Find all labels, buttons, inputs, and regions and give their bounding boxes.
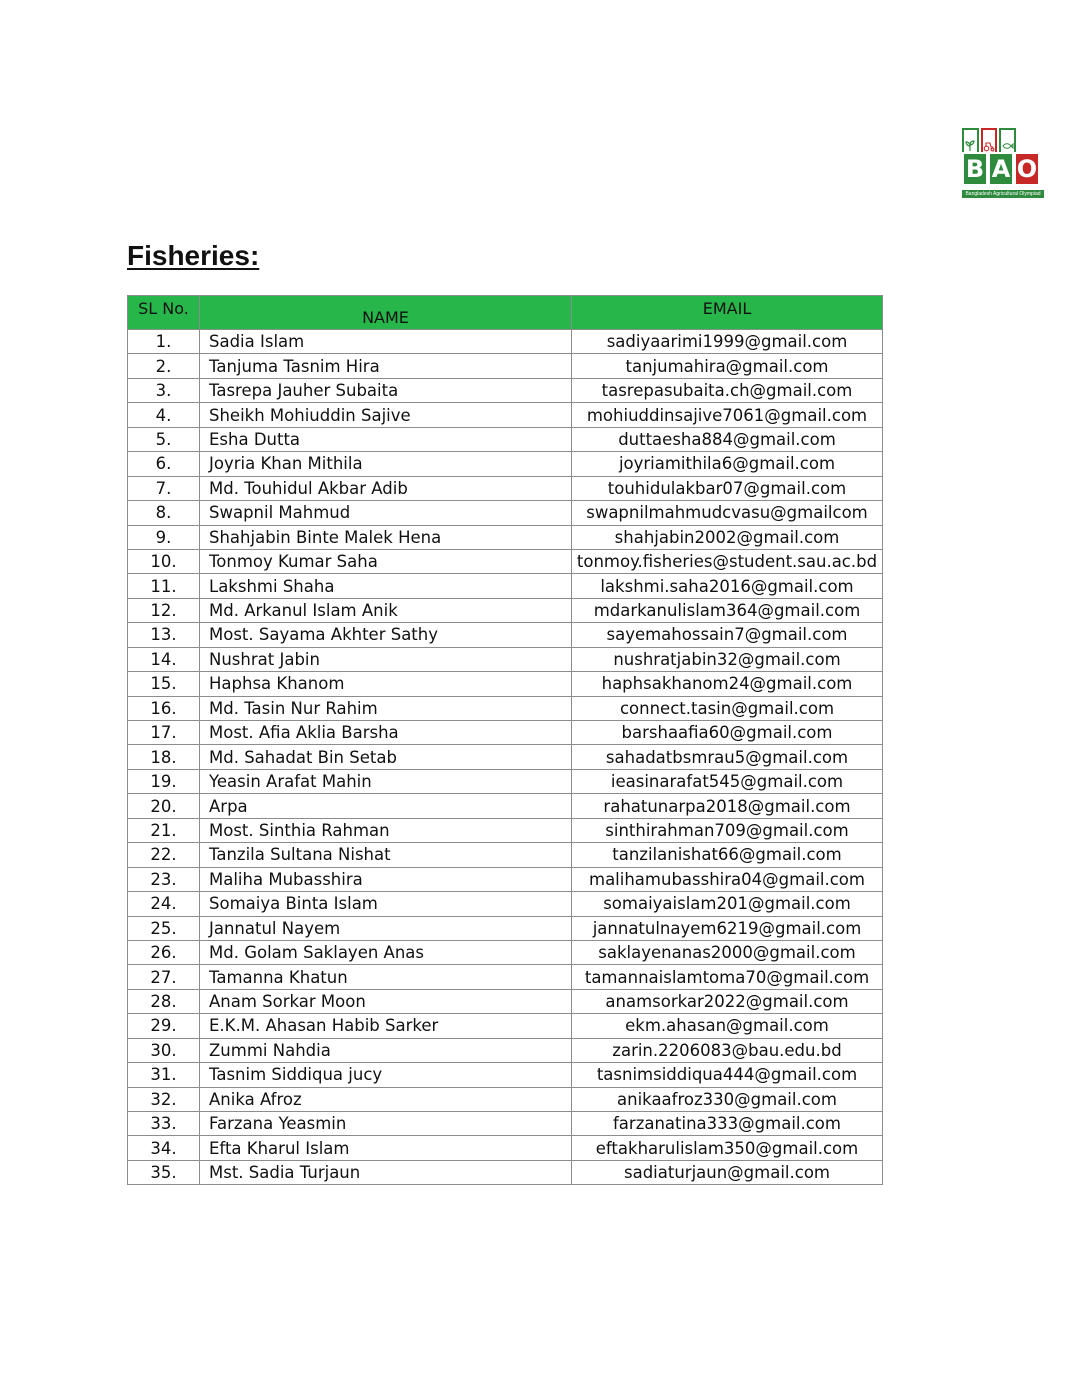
logo-letter-a: A xyxy=(988,152,1014,186)
logo-letter-o: O xyxy=(1014,152,1040,186)
table-row xyxy=(128,672,883,696)
name-cell: Md. Golam Saklayen Anas xyxy=(200,940,572,964)
logo-letter-b: B xyxy=(962,152,988,186)
sl-cell: 12. xyxy=(128,598,200,622)
table-row xyxy=(128,721,883,745)
sl-cell: 1. xyxy=(128,330,200,354)
sl-cell: 29. xyxy=(128,1014,200,1038)
email-cell: malihamubasshira04@gmail.com xyxy=(572,867,883,891)
table-row xyxy=(128,989,883,1013)
sl-cell: 14. xyxy=(128,647,200,671)
name-cell: Tasnim Siddiqua jucy xyxy=(200,1063,572,1087)
participants-table xyxy=(127,295,883,1185)
sl-cell: 33. xyxy=(128,1112,200,1136)
sl-cell: 32. xyxy=(128,1087,200,1111)
name-cell: Zummi Nahdia xyxy=(200,1038,572,1062)
email-cell: duttaesha884@gmail.com xyxy=(572,427,883,451)
table-row xyxy=(128,769,883,793)
sl-cell: 2. xyxy=(128,354,200,378)
table-row xyxy=(128,843,883,867)
email-cell: farzanatina333@gmail.com xyxy=(572,1112,883,1136)
email-cell: saklayenanas2000@gmail.com xyxy=(572,940,883,964)
table-row xyxy=(128,965,883,989)
table-row xyxy=(128,1014,883,1038)
sl-cell: 7. xyxy=(128,476,200,500)
name-cell: Most. Sayama Akhter Sathy xyxy=(200,623,572,647)
table-row xyxy=(128,354,883,378)
table-row xyxy=(128,1136,883,1160)
sl-cell: 6. xyxy=(128,452,200,476)
name-cell: Somaiya Binta Islam xyxy=(200,892,572,916)
name-cell: Tanzila Sultana Nishat xyxy=(200,843,572,867)
email-cell: tonmoy.fisheries@student.sau.ac.bd xyxy=(572,549,883,573)
sl-cell: 20. xyxy=(128,794,200,818)
email-cell: shahjabin2002@gmail.com xyxy=(572,525,883,549)
email-cell: lakshmi.saha2016@gmail.com xyxy=(572,574,883,598)
sl-cell: 22. xyxy=(128,843,200,867)
table-row xyxy=(128,623,883,647)
table-row xyxy=(128,501,883,525)
name-cell: Tasrepa Jauher Subaita xyxy=(200,378,572,402)
sl-cell: 13. xyxy=(128,623,200,647)
email-cell: zarin.2206083@bau.edu.bd xyxy=(572,1038,883,1062)
email-cell: jannatulnayem6219@gmail.com xyxy=(572,916,883,940)
email-cell: anamsorkar2022@gmail.com xyxy=(572,989,883,1013)
column-header-email: EMAIL xyxy=(572,296,883,330)
table-row xyxy=(128,476,883,500)
table-row xyxy=(128,574,883,598)
email-cell: eftakharulislam350@gmail.com xyxy=(572,1136,883,1160)
email-cell: sayemahossain7@gmail.com xyxy=(572,623,883,647)
email-cell: barshaafia60@gmail.com xyxy=(572,721,883,745)
table-row xyxy=(128,452,883,476)
table-row xyxy=(128,1112,883,1136)
sl-cell: 24. xyxy=(128,892,200,916)
sl-cell: 27. xyxy=(128,965,200,989)
sl-cell: 18. xyxy=(128,745,200,769)
email-cell: swapnilmahmudcvasu@gmailcom xyxy=(572,501,883,525)
email-cell: sadiyaarimi1999@gmail.com xyxy=(572,330,883,354)
sl-cell: 15. xyxy=(128,672,200,696)
name-cell: Sadia Islam xyxy=(200,330,572,354)
name-cell: Efta Kharul Islam xyxy=(200,1136,572,1160)
table-row xyxy=(128,549,883,573)
email-cell: haphsakhanom24@gmail.com xyxy=(572,672,883,696)
sl-cell: 26. xyxy=(128,940,200,964)
table-row xyxy=(128,745,883,769)
sl-cell: 11. xyxy=(128,574,200,598)
sl-cell: 21. xyxy=(128,818,200,842)
name-cell: Most. Afia Aklia Barsha xyxy=(200,721,572,745)
page-title: Fisheries: xyxy=(127,240,260,271)
email-cell: mdarkanulislam364@gmail.com xyxy=(572,598,883,622)
email-cell: tasrepasubaita.ch@gmail.com xyxy=(572,378,883,402)
email-cell: tasnimsiddiqua444@gmail.com xyxy=(572,1063,883,1087)
table-header-row xyxy=(128,296,883,330)
table-row xyxy=(128,378,883,402)
bao-logo xyxy=(962,128,1044,202)
column-header-name: NAME xyxy=(200,296,572,330)
name-cell: Farzana Yeasmin xyxy=(200,1112,572,1136)
sl-cell: 17. xyxy=(128,721,200,745)
name-cell: Anam Sorkar Moon xyxy=(200,989,572,1013)
logo-tagline: Bangladesh Agricultural Olympiad xyxy=(962,190,1044,198)
sl-cell: 25. xyxy=(128,916,200,940)
name-cell: Most. Sinthia Rahman xyxy=(200,818,572,842)
email-cell: joyriamithila6@gmail.com xyxy=(572,452,883,476)
email-cell: ieasinarafat545@gmail.com xyxy=(572,769,883,793)
email-cell: anikaafroz330@gmail.com xyxy=(572,1087,883,1111)
sl-cell: 34. xyxy=(128,1136,200,1160)
email-cell: tanzilanishat66@gmail.com xyxy=(572,843,883,867)
name-cell: Joyria Khan Mithila xyxy=(200,452,572,476)
table-row xyxy=(128,598,883,622)
table-row xyxy=(128,1063,883,1087)
column-header-sl: SL No. xyxy=(128,296,200,330)
name-cell: Md. Sahadat Bin Setab xyxy=(200,745,572,769)
sl-cell: 16. xyxy=(128,696,200,720)
name-cell: Swapnil Mahmud xyxy=(200,501,572,525)
table-row xyxy=(128,403,883,427)
sl-cell: 8. xyxy=(128,501,200,525)
table-row xyxy=(128,1087,883,1111)
sl-cell: 10. xyxy=(128,549,200,573)
sl-cell: 23. xyxy=(128,867,200,891)
sl-cell: 19. xyxy=(128,769,200,793)
table-row xyxy=(128,427,883,451)
email-cell: tanjumahira@gmail.com xyxy=(572,354,883,378)
email-cell: sinthirahman709@gmail.com xyxy=(572,818,883,842)
email-cell: tamannaislamtoma70@gmail.com xyxy=(572,965,883,989)
table-body xyxy=(128,330,883,1185)
sl-cell: 9. xyxy=(128,525,200,549)
table-row xyxy=(128,1038,883,1062)
table-row xyxy=(128,1160,883,1184)
name-cell: Mst. Sadia Turjaun xyxy=(200,1160,572,1184)
email-cell: rahatunarpa2018@gmail.com xyxy=(572,794,883,818)
name-cell: Jannatul Nayem xyxy=(200,916,572,940)
table-row xyxy=(128,892,883,916)
sl-cell: 28. xyxy=(128,989,200,1013)
email-cell: touhidulakbar07@gmail.com xyxy=(572,476,883,500)
email-cell: nushratjabin32@gmail.com xyxy=(572,647,883,671)
name-cell: E.K.M. Ahasan Habib Sarker xyxy=(200,1014,572,1038)
sl-cell: 3. xyxy=(128,378,200,402)
name-cell: Md. Tasin Nur Rahim xyxy=(200,696,572,720)
table-row xyxy=(128,818,883,842)
name-cell: Md. Touhidul Akbar Adib xyxy=(200,476,572,500)
table-row xyxy=(128,696,883,720)
table-row xyxy=(128,330,883,354)
name-cell: Nushrat Jabin xyxy=(200,647,572,671)
name-cell: Sheikh Mohiuddin Sajive xyxy=(200,403,572,427)
name-cell: Shahjabin Binte Malek Hena xyxy=(200,525,572,549)
table-row xyxy=(128,794,883,818)
sl-cell: 4. xyxy=(128,403,200,427)
logo-letters xyxy=(962,152,1040,186)
sl-cell: 30. xyxy=(128,1038,200,1062)
sl-cell: 5. xyxy=(128,427,200,451)
email-cell: sadiaturjaun@gmail.com xyxy=(572,1160,883,1184)
table-row xyxy=(128,647,883,671)
name-cell: Esha Dutta xyxy=(200,427,572,451)
table-row xyxy=(128,867,883,891)
name-cell: Maliha Mubasshira xyxy=(200,867,572,891)
name-cell: Tanjuma Tasnim Hira xyxy=(200,354,572,378)
email-cell: somaiyaislam201@gmail.com xyxy=(572,892,883,916)
name-cell: Tamanna Khatun xyxy=(200,965,572,989)
table-row xyxy=(128,525,883,549)
email-cell: mohiuddinsajive7061@gmail.com xyxy=(572,403,883,427)
table-row xyxy=(128,940,883,964)
name-cell: Md. Arkanul Islam Anik xyxy=(200,598,572,622)
email-cell: ekm.ahasan@gmail.com xyxy=(572,1014,883,1038)
name-cell: Arpa xyxy=(200,794,572,818)
name-cell: Anika Afroz xyxy=(200,1087,572,1111)
sl-cell: 31. xyxy=(128,1063,200,1087)
name-cell: Lakshmi Shaha xyxy=(200,574,572,598)
email-cell: connect.tasin@gmail.com xyxy=(572,696,883,720)
name-cell: Haphsa Khanom xyxy=(200,672,572,696)
name-cell: Tonmoy Kumar Saha xyxy=(200,549,572,573)
table-row xyxy=(128,916,883,940)
sl-cell: 35. xyxy=(128,1160,200,1184)
name-cell: Yeasin Arafat Mahin xyxy=(200,769,572,793)
email-cell: sahadatbsmrau5@gmail.com xyxy=(572,745,883,769)
